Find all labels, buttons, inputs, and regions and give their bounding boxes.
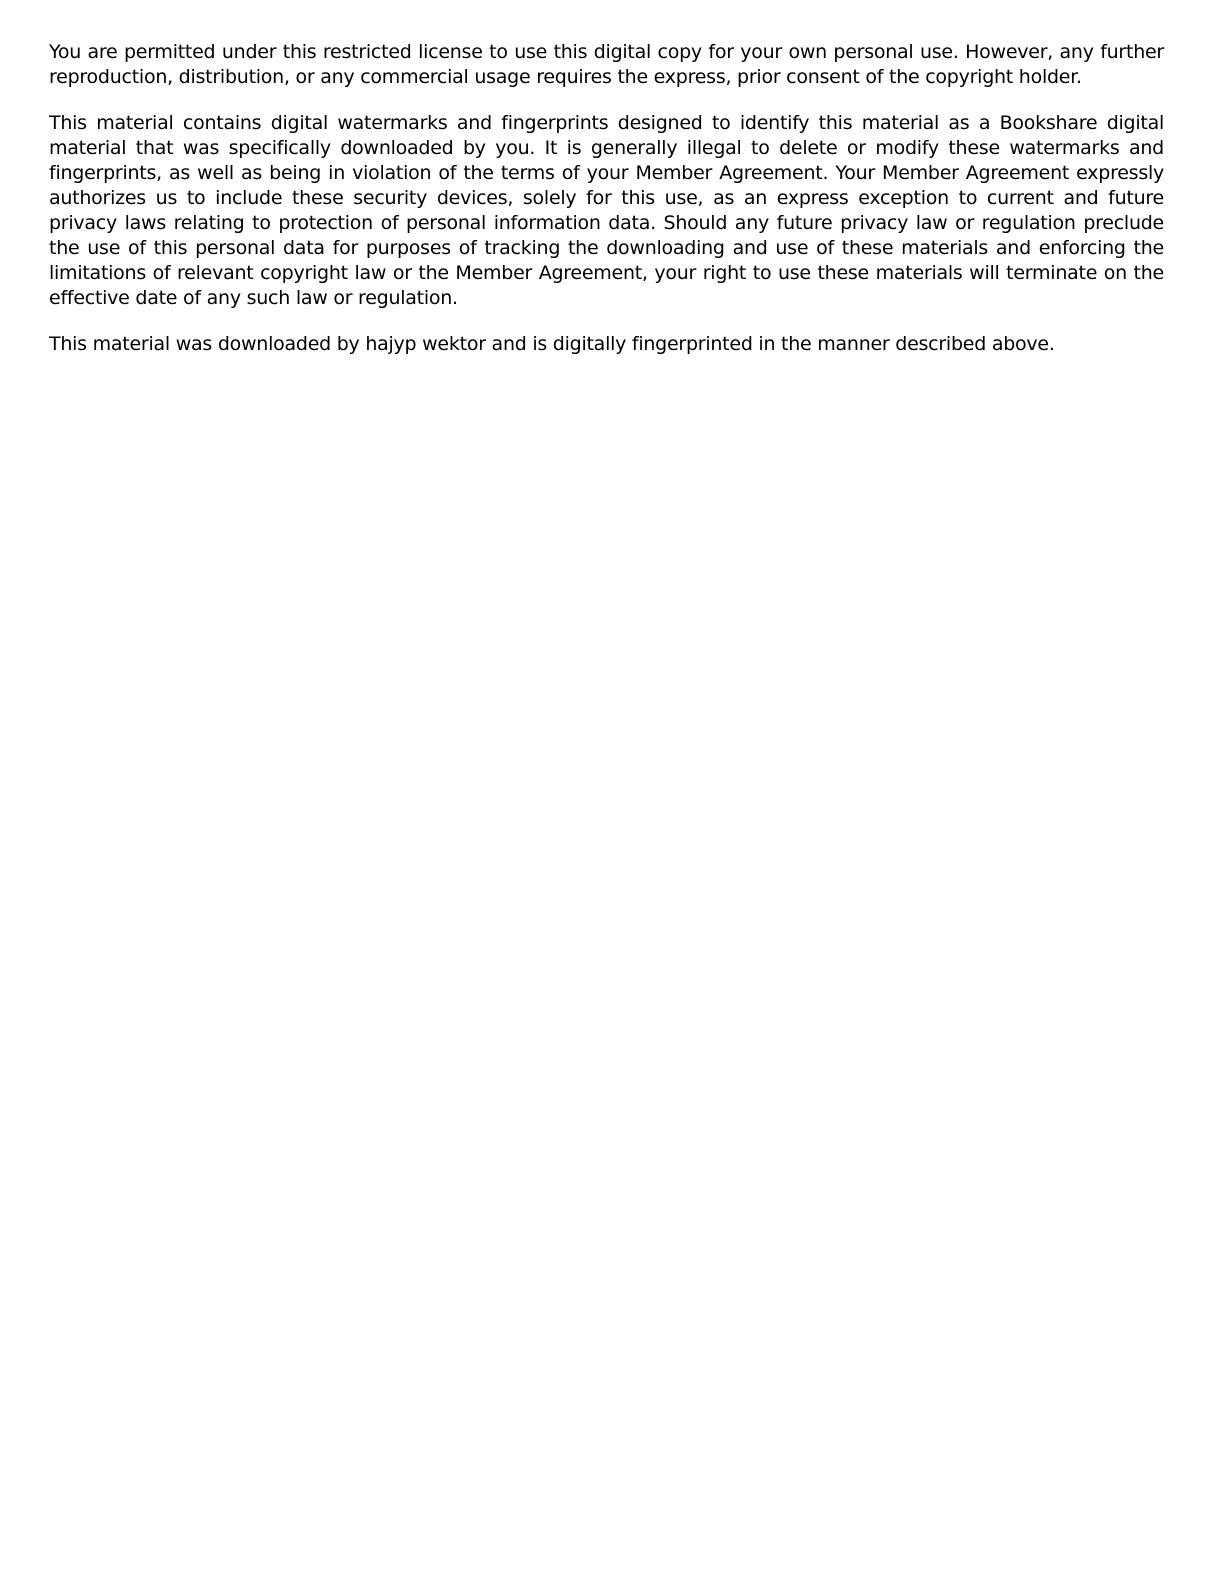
license-paragraph-watermarks: This material contains digital watermarks and fingerprints designed to identify this material as a Bookshare digital material that was specifically downloaded by you. It is generally illegal to delete or modify these watermarks and fingerprints, as well as being in violation of the terms of your Member Agreement. Your Member Agreement expressly authorizes us to include these security devices, solely for this use, as an express exception to current and future privacy laws relating to protection of personal information data. Should any future privacy law or regulation preclude the use of this personal data for purposes of tracking the downloading and use of these materials and enforcing the limitations of relevant copyright law or the Member Agreement, your right to use these materials will terminate on the effective date of any such law or regulation. bbox=[49, 112, 1164, 309]
license-paragraph-downloaded-by: This material was downloaded by hajyp wektor and is digitally fingerprinted in the manner described above. bbox=[49, 333, 1055, 355]
license-paragraph-personal-use: You are permitted under this restricted license to use this digital copy for your own personal use. However, any further reproduction, distribution, or any commercial usage requires the express, prior consent of the copyright holder. bbox=[49, 41, 1164, 88]
license-notice bbox=[49, 40, 1164, 378]
